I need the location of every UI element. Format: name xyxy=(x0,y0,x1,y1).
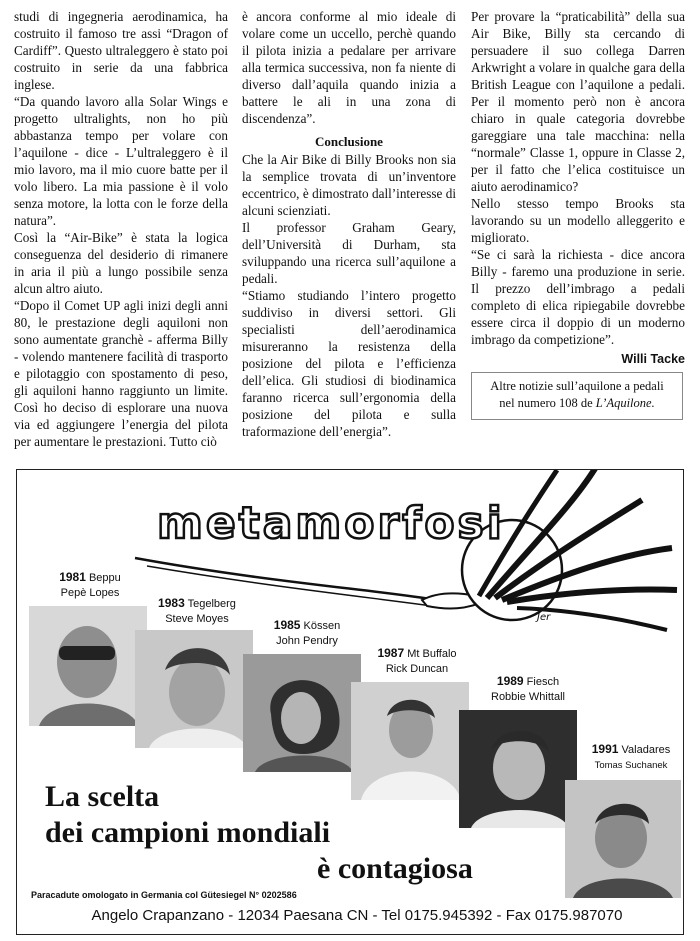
paragraph: è ancora conforme al mio ideale di volare come un uccello, perchè quando il pilota inizia a pedalare per arrivare alla termica successiva, non fa niente di diverso dall’aquila quando inizia a battere le ali in una zona di discendenza”. xyxy=(242,9,456,126)
champion-year: 1989 xyxy=(496,674,524,688)
champion-year: 1987 xyxy=(377,646,405,660)
article-column-3 xyxy=(471,8,685,368)
artist-signature: Jer xyxy=(537,612,551,623)
contact-address: Angelo Crapanzano - 12034 Paesana CN - Tel 0175.945392 - Fax 0175.987070 xyxy=(91,907,623,924)
paragraph: Nello stesso tempo Brooks sta lavorando su un modello alleggerito e migliorato. xyxy=(471,196,685,245)
champion-place: Tegelberg xyxy=(187,598,236,610)
champion-year: 1981 xyxy=(59,570,86,584)
champion-caption xyxy=(147,596,247,627)
champion-caption xyxy=(367,646,467,677)
champion-caption xyxy=(581,742,681,773)
note-box xyxy=(471,372,683,420)
champion-name: Robbie Whittall xyxy=(491,691,565,703)
champion-name: Pepè Lopes xyxy=(60,587,120,599)
champion-caption xyxy=(473,674,583,705)
article-column-2 xyxy=(242,8,456,440)
champion-caption xyxy=(45,570,135,601)
paragraph: studi di ingegneria aerodinamica, ha costruito il famoso tre assi “Dragon of Cardiff”. Questo ultraleggero è stato poi costruito in serie da una fabbrica inglese. xyxy=(14,9,228,92)
note-text: nel numero 108 de xyxy=(499,396,596,410)
champion-caption xyxy=(257,618,357,649)
note-line: Altre notizie sull’aquilone a pedali xyxy=(490,379,664,393)
champion-photo xyxy=(135,630,253,748)
champion-name: Tomas Suchanek xyxy=(594,760,668,771)
champion-name: Rick Duncan xyxy=(385,663,449,675)
paragraph: “Da quando lavoro alla Solar Wings e progetto ultralights, non ho più abbastanza tempo per volare con l’aquilone - dice - L’ultraleggero è il mio lavoro, ma il mio cuore batte per il volo libero. La mia passione è il volo senza motore, la lotta con le forze della natura”. xyxy=(14,94,228,228)
certification-text: Paracadute omologato in Germania col Gütesiegel N° 0202586 xyxy=(31,890,297,900)
slogan-line: è contagiosa xyxy=(317,852,473,885)
champion-place: Beppu xyxy=(88,572,121,584)
article-column-1 xyxy=(14,8,228,450)
champion-place: Valadares xyxy=(621,744,671,756)
champion-year: 1991 xyxy=(591,742,619,756)
paragraph: “Dopo il Comet UP agli inizi degli anni 80, le prestazione degli aquiloni non sono aumentate granchè - afferma Billy - volendo mantenere facilità di trasporto e pilotaggio con spostamento di peso, gli aquiloni hanno raggiunto un limite. Così ho deciso di esplorare una nuova via ed aggiungere l’energia del pilota per aumentare le prestazioni. Tutto ciò xyxy=(14,298,228,449)
champion-year: 1985 xyxy=(273,618,301,632)
paragraph: Così la “Air-Bike” è stata la logica conseguenza del desiderio di rimanere in aria il più a lungo possibile senza alcun altro aiuto. xyxy=(14,230,228,296)
champion-place: Mt Buffalo xyxy=(407,648,457,660)
brand-logo: metamorfosi xyxy=(157,498,505,549)
champion-place: Kössen xyxy=(303,620,341,632)
slogan-line: La scelta xyxy=(45,780,160,813)
champion-name: Steve Moyes xyxy=(165,613,229,625)
champion-photo xyxy=(565,780,681,898)
paragraph: Il professor Graham Geary, dell’Università di Durham, sta sviluppando una ricerca sull’aquilone a pedali. xyxy=(242,220,456,286)
champion-name: John Pendry xyxy=(276,635,338,647)
champion-photo xyxy=(29,606,147,726)
champion-photo xyxy=(459,710,577,828)
champion-photo xyxy=(243,654,361,772)
conclusion-heading: Conclusione xyxy=(315,134,383,149)
paragraph: “Se ci sarà la richiesta - dice ancora Billy - faremo una produzione in serie. Il prezzo dell’imbrago a pedali completo di elica ripiegabile dovrebbe essere circa il doppio di un moderno imbrago da competizione”. xyxy=(471,247,685,347)
magazine-title: L’Aquilone. xyxy=(595,396,655,410)
note-line xyxy=(472,395,682,412)
advertisement xyxy=(16,469,684,935)
champion-place: Fiesch xyxy=(526,676,560,688)
slogan-line: dei campioni mondiali xyxy=(45,816,331,849)
champion-photo xyxy=(351,682,469,800)
author-signature: Willi Tacke xyxy=(621,352,685,366)
paragraph: “Stiamo studiando l’intero progetto suddiviso in diversi settori. Gli specialisti dell’aerodinamica misureranno la resistenza della posizione del pilota e l’efficienza dell’elica. Gli studiosi di biodinamica faranno ricerca sull’ergonomia della posizione del pilota e sulla traformazione dell’energia”. xyxy=(242,288,456,439)
paragraph: Che la Air Bike di Billy Brooks non sia la semplice trovata di un’inventore eccentrico, è dimostrato dall’interesse di alcuni scienziati. xyxy=(242,152,456,218)
paragraph: Per provare la “praticabilità” della sua Air Bike, Billy sta cercando di persuadere il suo collega Darren Arkwright a volare in qualche gara della British League con l’aquilone a pedali. Per il momento però non è ancora chiaro in quale categoria dovrebbe gareggiare una tale macchina: nella “normale” Classe 1, oppure in Classe 2, per il fatto che l’elica costituisce un aiuto aerodinamico? xyxy=(471,9,685,194)
champion-year: 1983 xyxy=(158,596,185,610)
